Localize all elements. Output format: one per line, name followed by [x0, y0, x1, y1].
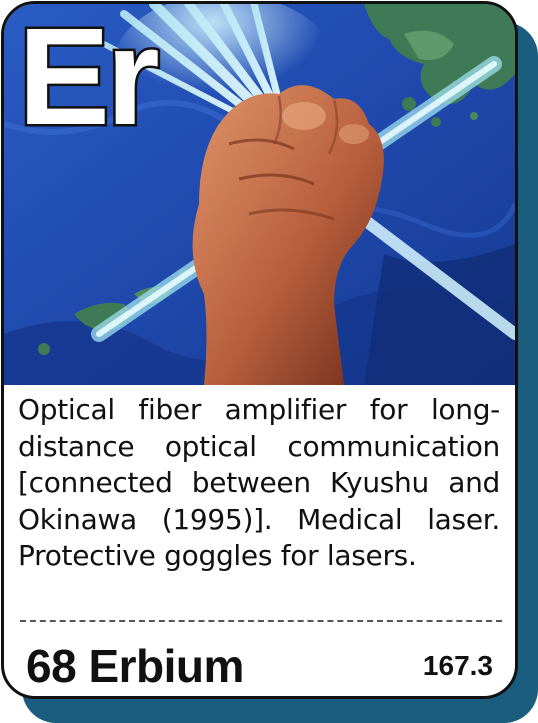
atomic-weight: 167.3 — [422, 650, 493, 681]
element-photo — [4, 4, 515, 385]
element-description: Optical fiber amplifier for long-distance optical communication [connected between Kyushu and Okinawa (1995)]. Medical laser. Protective goggles for lasers. — [18, 393, 500, 572]
element-name: Erbium — [88, 640, 244, 692]
element-card — [1, 1, 518, 699]
atomic-number: 68 — [26, 640, 77, 692]
element-number-and-name — [26, 638, 244, 694]
element-symbol: Er — [18, 4, 156, 154]
footer-divider — [20, 620, 502, 622]
